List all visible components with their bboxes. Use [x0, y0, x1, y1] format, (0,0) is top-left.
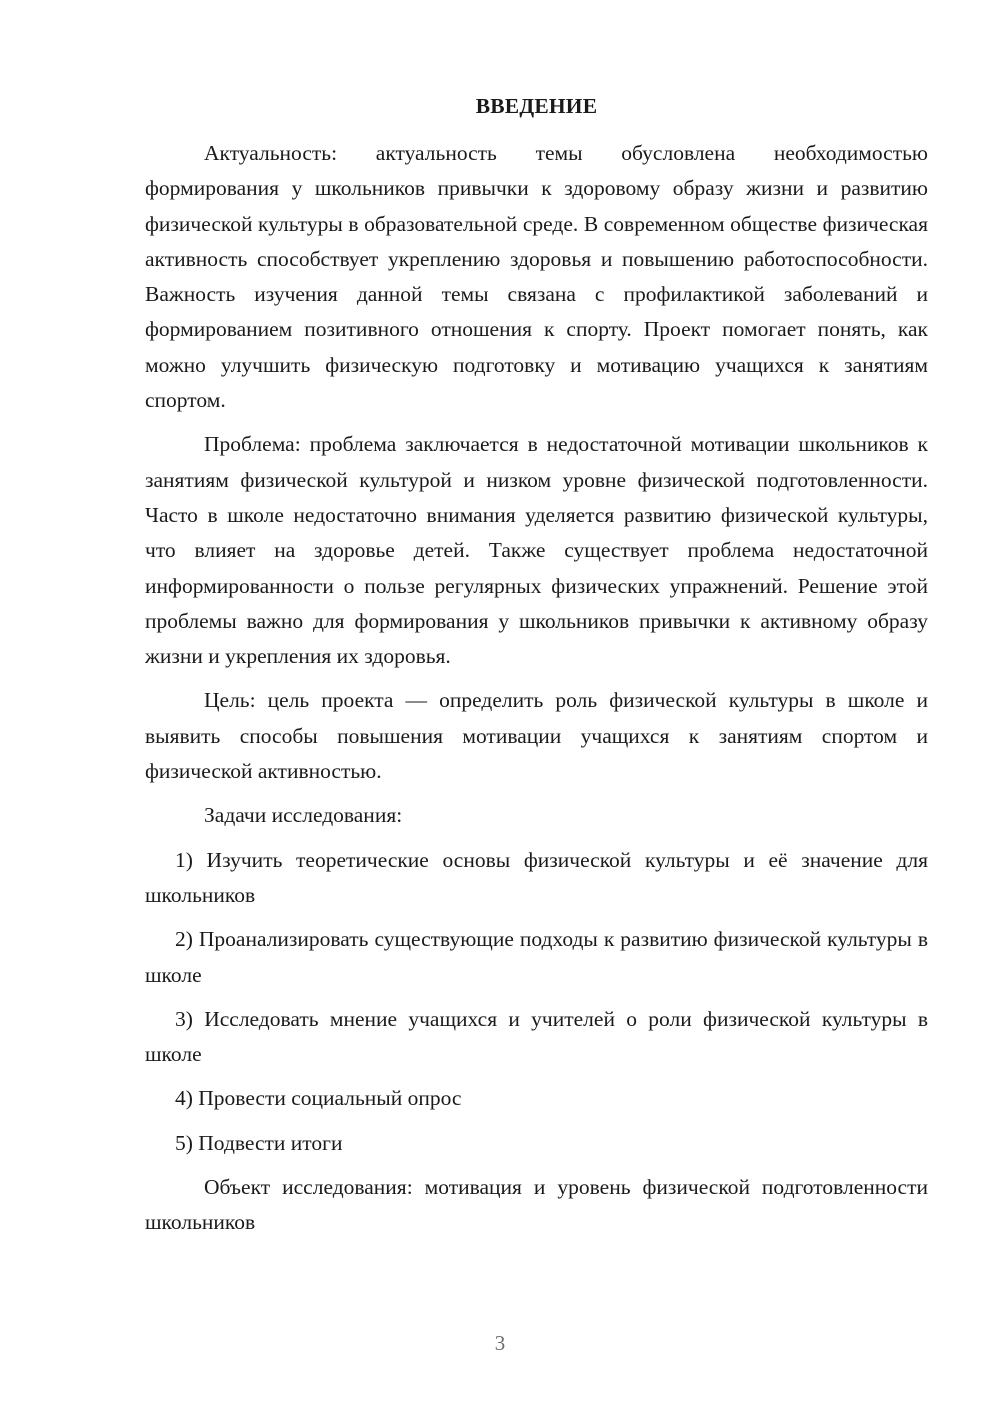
task-item: 4) Провести социальный опрос: [175, 1086, 462, 1111]
task-item: 3) Исследовать мнение учащихся и учителей о роли физической культуры в школе: [145, 1006, 928, 1067]
section-title: ВВЕДЕНИЕ: [475, 94, 598, 118]
task-item: 2) Проанализировать существующие подходы к развитию физической культуры в школе: [145, 927, 928, 987]
page-content: [145, 94, 928, 1250]
relevance-paragraph: Актуальность: актуальность темы обусловлена необходимостью формирования у школьников привычки к здоровому образу жизни и развитию физической культуры в образовательной среде. В современном обществе физическая активность способствует укреплению здоровья и повышению работоспособности. Важность изучения данной темы связана с профилактикой заболеваний и формированием позитивного отношения к спорту. Проект помогает понять, как можно улучшить физическую подготовку и мотивацию учащихся к занятиям спортом.: [145, 141, 928, 413]
page-number: 3: [494, 1331, 506, 1355]
tasks-list: [145, 843, 928, 1161]
problem-paragraph: Проблема: проблема заключается в недостаточной мотивации школьников к занятиям физической культурой и низком уровне физической подготовленности. Часто в школе недостаточно внимания уделяется развитию физической культуры, что влияет на здоровье детей. Также существует проблема недостаточной информированности о пользе регулярных физических упражнений. Решение этой проблемы важно для формирования у школьников привычки к активному образу жизни и укрепления их здоровья.: [145, 432, 928, 669]
task-item: 5) Подвести итоги: [175, 1130, 343, 1155]
goal-paragraph: Цель: цель проекта — определить роль физической культуры в школе и выявить способы повышения мотивации учащихся к занятиям спортом и физической активностью.: [145, 688, 928, 784]
object-paragraph: Объект исследования: мотивация и уровень физической подготовленности школьников: [145, 1175, 928, 1235]
task-item: 1) Изучить теоретические основы физической культуры и её значение для школьников: [145, 847, 928, 907]
tasks-heading: Задачи исследования:: [204, 803, 403, 828]
